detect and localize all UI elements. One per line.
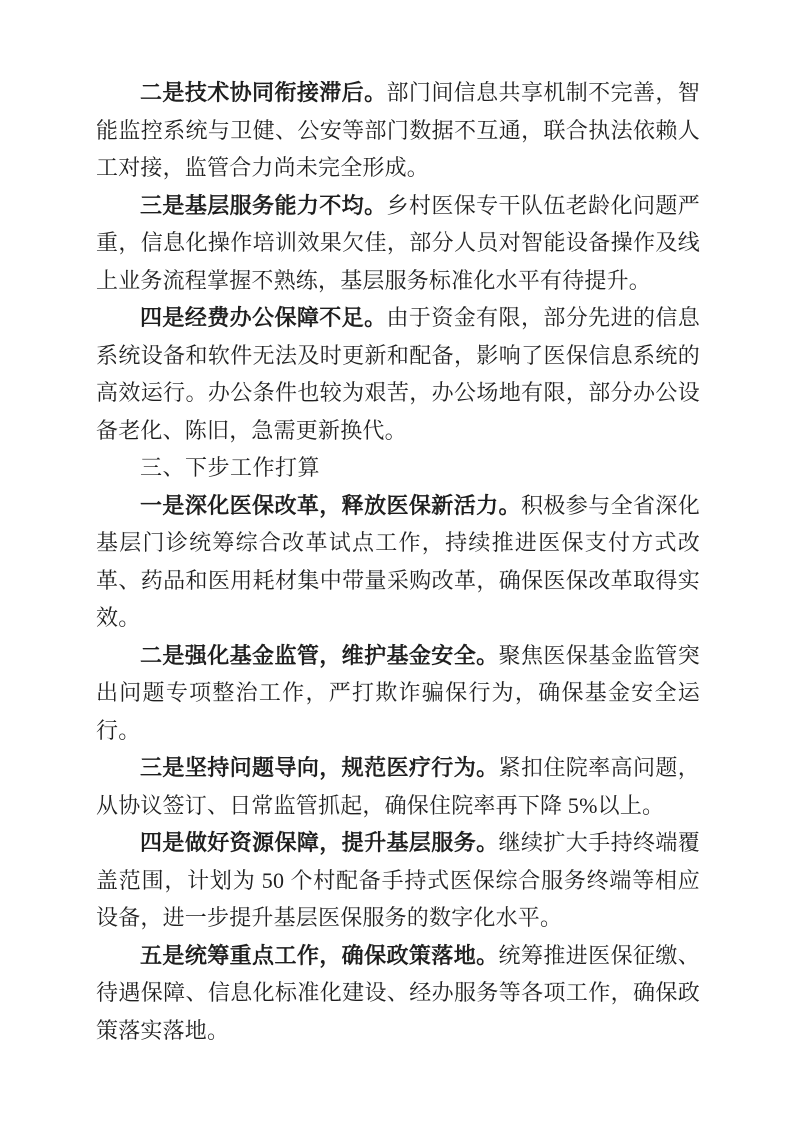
paragraph-lead: 三是坚持问题导向，规范医疗行为。 bbox=[140, 755, 499, 780]
paragraph-plan-1 bbox=[96, 487, 700, 637]
paragraph-text: 部门间信息共享机制不完善，智能监控系统与卫健、公安等部门数据不互通，联合执法依赖人工对接，监管合力尚未完全形成。 bbox=[96, 80, 701, 180]
paragraph-text: 积极参与全省深化基层门诊统筹综合改革试点工作，持续推进医保支付方式改革、药品和医用耗材集中带量采购改革，确保医保改革取得实效。 bbox=[96, 492, 700, 630]
paragraph-text: 聚焦医保基金监管突出问题专项整治工作，严打欺诈骗保行为，确保基金安全运行。 bbox=[96, 642, 700, 743]
section-heading: 三、下步工作打算 bbox=[140, 455, 321, 480]
paragraph-lead: 一是深化医保改革，释放医保新活力。 bbox=[140, 492, 521, 518]
paragraph-lead: 二是技术协同衔接滞后。 bbox=[140, 80, 387, 105]
paragraph-text: 乡村医保专干队伍老龄化问题严重，信息化操作培训效果欠佳，部分人员对智能设备操作及线上业务流程掌握不熟练，基层服务标准化水平有待提升。 bbox=[96, 192, 701, 293]
paragraph-lead: 二是强化基金监管，维护基金安全。 bbox=[140, 642, 499, 668]
paragraph-plan-2 bbox=[96, 637, 700, 750]
paragraph-text: 紧扣住院率高问题，从协议签订、日常监管抓起，确保住院率再下降 5%以上。 bbox=[96, 755, 700, 818]
paragraph-lead: 四是经费办公保障不足。 bbox=[140, 305, 387, 330]
paragraph-plan-5 bbox=[96, 937, 700, 1050]
paragraph-lead: 三是基层服务能力不均。 bbox=[140, 192, 387, 218]
paragraph-text: 统筹推进医保征缴、待遇保障、信息化标准化建设、经办服务等各项工作，确保政策落实落地。 bbox=[96, 942, 700, 1043]
paragraph-text: 继续扩大手持终端覆盖范围，计划为 50 个村配备手持式医保综合服务终端等相应设备，进一步提升基层医保服务的数字化水平。 bbox=[96, 830, 700, 930]
paragraph-issue-3 bbox=[96, 187, 700, 300]
paragraph-lead: 五是统筹重点工作，确保政策落地。 bbox=[140, 942, 499, 968]
paragraph-plan-4 bbox=[96, 824, 700, 937]
paragraph-plan-3 bbox=[96, 749, 700, 824]
paragraph-text: 由于资金有限，部分先进的信息系统设备和软件无法及时更新和配备，影响了医保信息系统的高效运行。办公条件也较为艰苦，办公场地有限，部分办公设备老化、陈旧，急需更新换代。 bbox=[96, 305, 701, 443]
paragraph-issue-4 bbox=[96, 299, 700, 449]
paragraph-lead: 四是做好资源保障，提升基层服务。 bbox=[140, 830, 499, 855]
paragraph-issue-2 bbox=[96, 74, 700, 187]
